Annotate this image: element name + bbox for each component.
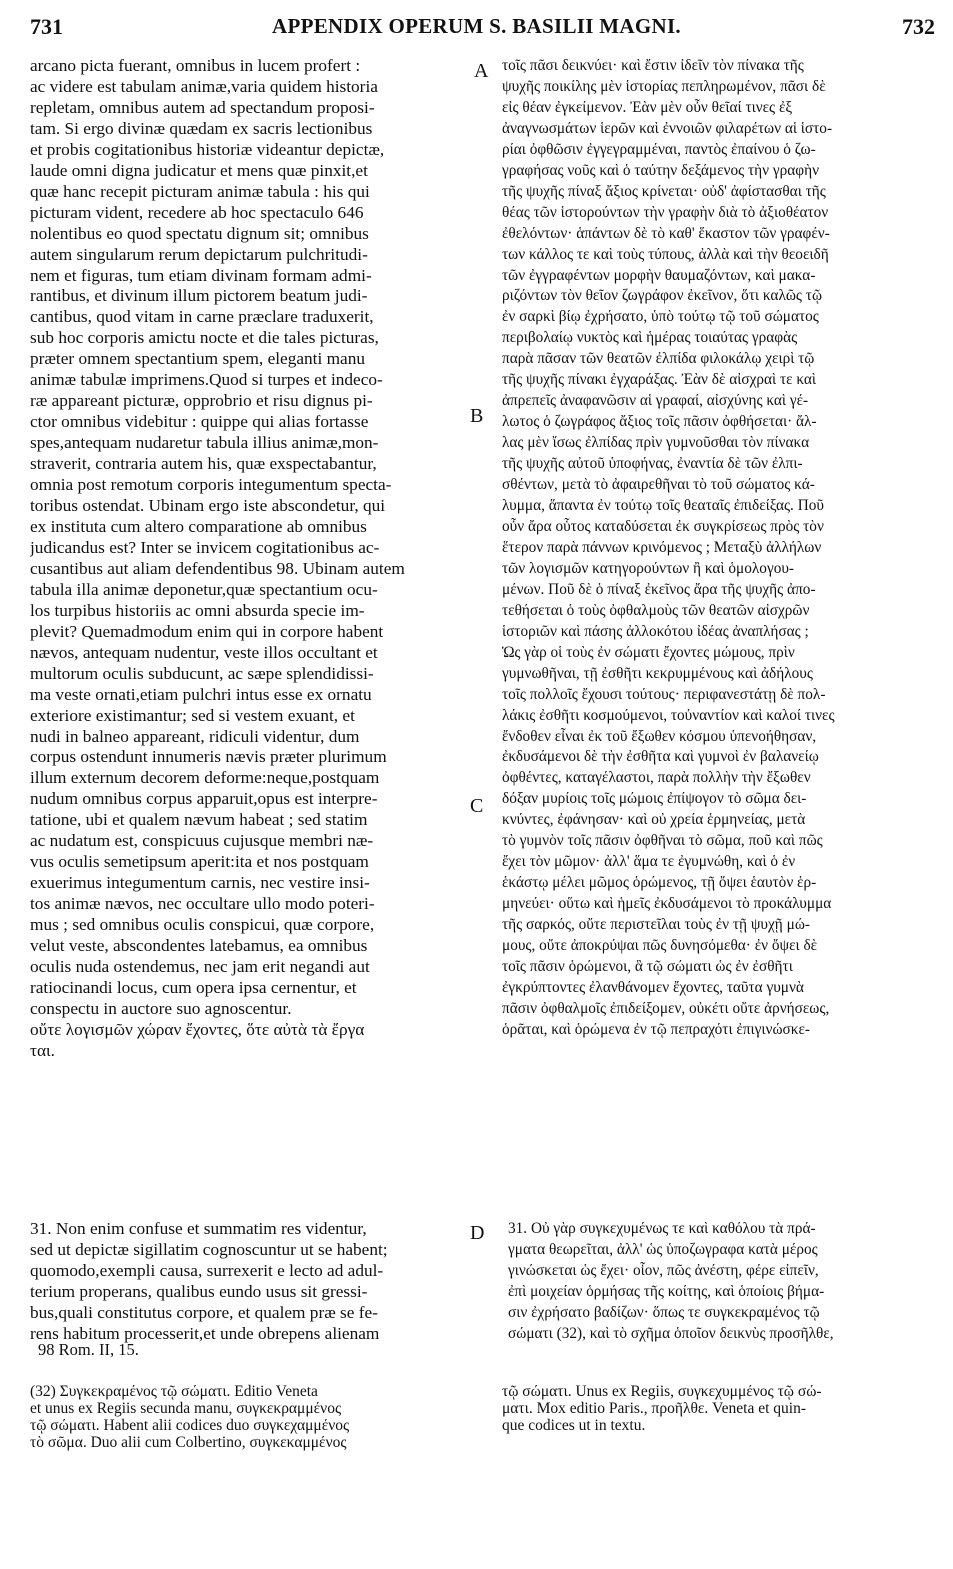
section-31-greek	[508, 1219, 834, 1345]
latin-text-line: animæ tabulæ imprimens.Quod si turpes et indeco-	[30, 370, 383, 390]
margin-marker-a: A	[474, 60, 489, 82]
latin-text-line: conspectu in auctore suo agnoscentur.	[30, 998, 292, 1018]
page-number-right: 732	[902, 14, 935, 39]
latin-text-line: nem et figuras, tum etiam divinam formam admi-	[30, 265, 372, 285]
page-number-left: 731	[30, 14, 63, 39]
greek-text-line: ἐθελόντων· ἁπάντων δὲ τὸ καθ' ἕκαστον τῶν γραφέν-	[502, 224, 830, 242]
section-31-greek-line: 31. Οὐ γὰρ συγκεχυμένως τε καὶ καθόλου τὰ πρά-	[508, 1220, 816, 1237]
greek-text-line: παρὰ πᾶσαν τῶν θεατῶν ἐλπίδα φιλοκάλῳ χειρὶ τῷ	[502, 350, 815, 368]
latin-text-line: nolentibus eo quod spectatu dignum sit; omnibus	[30, 223, 369, 243]
greek-text-line: ὀφθέντες, καταγέλαστοι, παρὰ πολλὴν τὴν ἔξωθεν	[502, 769, 811, 787]
latin-text-line: judicandus est? Inter se invicem cogitationibus ac-	[30, 537, 380, 557]
latin-text-line: omnia post remotum corporis integumentum specta-	[30, 475, 392, 495]
greek-text-line: σθέντων, μετὰ τὸ ἀφαιρεθῆναι τὸ τοῦ σώματος κά-	[502, 476, 815, 494]
greek-text-line: περιβολαίῳ νυκτὸς καὶ ἡμέρας τοιαύτας γραφὰς	[502, 329, 798, 347]
latin-text-line: plevit? Quemadmodum enim qui in corpore habent	[30, 621, 384, 641]
greek-text-line: ἔνδοθεν εἶναι ἐκ τοῦ ἔξωθεν κόσμου ὑπενοήθησαν,	[502, 727, 817, 745]
greek-text-line: κνύντες, ἐφάνησαν· καὶ οὐ χρεία ἑρμηνείας, μετὰ	[502, 811, 806, 829]
greek-text-line: ριζόντων τὸν θεῖον ζωγράφον ἐκεῖνον, ὅτι καλῶς τῷ	[502, 287, 823, 305]
footnote-right	[502, 1383, 822, 1434]
latin-text-line: quæ hanc recepit picturam animæ tabula : his qui	[30, 181, 370, 201]
latin-text-line: oculis nuda ostendemus, nec jam erit negandi aut	[30, 956, 370, 976]
greek-text-line: ἱστοριῶν καὶ πάσης ἀλλοκότου ἰδέας ἀναπλήσας ;	[502, 622, 809, 640]
greek-text-line: τοῖς πολλοῖς ἔχουσι τούτους· περιφανεστάτῃ δὲ πολ-	[502, 685, 826, 703]
greek-text-line: μένων. Ποῦ δὲ ὁ πίναξ ἐκεῖνος ἄρα τῆς ψυχῆς ἀπο-	[502, 580, 816, 598]
greek-text-line: τεθήσεται ὁ τοὺς ὀφθαλμοὺς τῶν θεατῶν αἰσχρῶν	[502, 601, 810, 619]
latin-text-line: sub hoc corporis amictu nocte et die tales picturas,	[30, 328, 379, 348]
greek-text-line: μηνεύει· οὕτω καὶ ἡμεῖς ἐκδυσάμενοι τὸ προκάλυμμα	[502, 895, 832, 913]
section-31-latin-line: 31. Non enim confuse et summatim res videntur,	[30, 1219, 367, 1238]
latin-text-line: tatione, ubi et qualem nævum habeat ; sed statim	[30, 810, 368, 830]
latin-text-line: ται.	[30, 1040, 55, 1060]
section-31-greek-line: γινώσκεται ὡς ἔχει· οἷον, πῶς ἀνέστη, φέρε εἰπεῖν,	[508, 1261, 819, 1279]
greek-text-line: λωτος ὁ ζωγράφος ἄξιος τοῖς πᾶσιν ὀφθήσεται· ἄλ-	[502, 413, 817, 431]
latin-text-line: cantibus, quod vitam in carne præclare traduxerit,	[30, 307, 374, 327]
footnote-right-line: ματι. Mox editio Paris., προῆλθε. Veneta et quin-	[502, 1400, 806, 1417]
latin-text-line: ac videre est tabulam animæ,varia quidem historia	[30, 76, 378, 96]
greek-text-line: λας μὲν ἴσως ἐλπίδας πρὶν γυμνοῦσθαι τὸν πίνακα	[502, 434, 810, 452]
latin-text-line: ræ appareant picturæ, opprobrio et risu dignus pi-	[30, 391, 373, 411]
section-31-greek-line: γματα θεωρεῖται, ἀλλ' ὡς ὑποζωγραφα κατὰ μέρος	[508, 1240, 818, 1258]
latin-text-line: et probis cogitationibus historiæ videantur depictæ,	[30, 139, 385, 159]
latin-text-line: autem singularum rerum depictarum pulchritudi-	[30, 244, 368, 264]
latin-text-line: nudi in balneo appareant, ridiculi videntur, dum	[30, 726, 360, 746]
greek-text-line: οὖν ἄρα οὗτος καταδύσεται ἐκ συγκρίσεως πρὸς τὸν	[502, 517, 824, 535]
footnote-reference: 98 Rom. II, 15.	[38, 1340, 139, 1359]
greek-text-line: τῶν ἐγγραφέντων μορφὴν θαυμαζόντων, καὶ μακα-	[502, 266, 816, 284]
greek-text-line: τῆς ψυχῆς πίναξ ἄξιος κρίνεται· οὐδ' ἀφίστασθαι τῆς	[502, 182, 826, 200]
greek-text-line: θέας τῶν ἱστορούντων τὴν γραφὴν διὰ τὸ ἀξιοθέατον	[502, 203, 829, 221]
greek-text-line: τῆς ψυχῆς αὐτοῦ ὑποφήνας, ἐναντία δὲ τῶν ἐλπι-	[502, 455, 803, 473]
greek-text-line: ρίαι ὀφθῶσιν ἐγγεγραμμέναι, παντὸς ἐπαίνου ὁ ζω-	[502, 140, 816, 158]
latin-text-line: rantibus, et divinum illum pictorem beatum judi-	[30, 286, 368, 306]
margin-marker-d: D	[470, 1222, 485, 1244]
greek-text-line: Ὡς γὰρ οἱ τοὺς ἐν σώματι ἔχοντες μώμους, πρὶν	[502, 643, 795, 661]
latin-text-line: toribus ostendat. Ubinam ergo iste abscondetur, qui	[30, 496, 386, 516]
margin-marker-b: B	[470, 405, 484, 427]
latin-text-line: mus ; sed omnibus oculis conspicui, quæ corpore,	[30, 915, 375, 935]
section-31-latin-line: terium properans, qualibus eundo usus sit gressi-	[30, 1281, 368, 1301]
footnote-right-line: que codices ut in textu.	[502, 1417, 646, 1434]
greek-text-line: τῆς ψυχῆς πίνακι ἐγχαράξας. Ἐὰν δὲ αἰσχραὶ τε καὶ	[502, 371, 817, 389]
greek-text-line: των κάλλος τε καὶ τοὺς τύπους, ἀλλὰ καὶ τὴν θεοειδῆ	[502, 245, 829, 263]
greek-text-line: ἔχει τὸν μῶμον· ἀλλ' ἅμα τε ἐγυμνώθη, καὶ ὁ ἐν	[502, 853, 796, 871]
section-31-latin-line: rens habitum processerit,et unde obrepens alienam	[30, 1323, 380, 1343]
latin-text-line: arcano picta fuerant, omnibus in lucem profert :	[30, 56, 361, 75]
latin-text-line: illum externum decorem deforme:neque,postquam	[30, 768, 380, 788]
latin-text-line: ratiocinandi locus, cum opera ipsa cernentur, et	[30, 977, 357, 997]
greek-text-line: τῆς σαρκός, οὔτε περιστεῖλαι τοὺς ἐν τῇ ψυχῇ μώ-	[502, 916, 810, 934]
latin-text-line: picturam vident, recedere ab hoc spectaculo 646	[30, 202, 364, 222]
latin-text-line: ac nudatum est, conspicuus cujusque membri næ-	[30, 831, 374, 851]
greek-text-line: ἀναγνωσμάτων ἱερῶν καὶ ἐννοιῶν φιλαρέτων αἱ ἱστο-	[502, 119, 833, 137]
greek-text-line: ἑκάστῳ μέλει μῶμος ὁρώμενος, τῇ ὄψει ἑαυτὸν ἑρ-	[502, 874, 817, 892]
footnote-left-line: τὸ σῶμα. Duo alii cum Colbertino, συγκεκαμμένος	[30, 1434, 347, 1451]
latin-text-line: ex instituta cum altero comparatione ab omnibus	[30, 516, 367, 536]
latin-text-line: straverit, contraria autem his, quæ exspectabantur,	[30, 454, 377, 474]
latin-text-line: ma veste ornati,etiam pulchri intus esse ex ornatu	[30, 684, 372, 704]
greek-text-line: τοῖς πᾶσιν ὁρώμενοι, ἃ τῷ σώματι ὡς ἐν ἐσθῆτι	[502, 957, 793, 975]
greek-text-line: ἀπρεπεῖς ἀναφανῶσιν αἱ γραφαί, αἰσχύνης καὶ γέ-	[502, 392, 809, 410]
section-31-greek-line: ἐπὶ μοιχείαν ὁρμήσας τῆς κοίτης, καὶ ὁποίοις βήμα-	[508, 1282, 825, 1300]
latin-text-line: multorum oculis subducunt, ac sæpe splendidissi-	[30, 663, 374, 683]
latin-text-line: οὔτε λογισμῶν χώραν ἔχοντες, ὅτε αὐτὰ τὰ ἔργα	[30, 1019, 365, 1039]
margin-marker-c: C	[470, 795, 484, 817]
latin-text-line: tabula illa animæ deponetur,quæ spectantium ocu-	[30, 579, 378, 599]
greek-text-line: μους, οὔτε ἀποκρύψαι πῶς δυνησόμεθα· ἐν ὄψει δὲ	[502, 937, 818, 955]
section-31-latin-line: sed ut depictæ sigillatim cognoscuntur ut se habent;	[30, 1239, 388, 1259]
greek-text-line: τῶν λογισμῶν κατηγορούντων ἢ καὶ ὁμολογου-	[502, 559, 795, 577]
latin-text-line: nævos, antequam nudentur, veste illos occultant et	[30, 642, 378, 662]
greek-text-line: ὁρᾶται, καὶ ὁρώμενα ἐν τῷ πεπραχότι ἐπιγινώσκε-	[502, 1020, 810, 1038]
latin-text-line: repletam, omnibus autem ad spectandum proposi-	[30, 97, 375, 117]
latin-text-line: nudum omnibus corpus apparuit,opus est interpre-	[30, 789, 378, 809]
running-title: APPENDIX OPERUM S. BASILII MAGNI.	[272, 14, 681, 38]
latin-column	[30, 56, 470, 1062]
latin-text-line: vus oculis semetipsum aperit:ita et nos postquam	[30, 852, 369, 872]
greek-text-line: ἐν σαρκὶ βίῳ ἐχρήσατο, ὑπὸ τούτῳ τῷ τοῦ σώματος	[502, 308, 819, 326]
latin-text-line: ctor omnibus videbitur : quippe qui alias fortasse	[30, 412, 369, 432]
latin-text-line: cusantibus aut aliam defendentibus 98. Ubinam autem	[30, 558, 405, 578]
section-31-greek-line: σώματι (32), καὶ τὸ σχῆμα ὁποῖον δεικνὺς προσῆλθε,	[508, 1324, 834, 1342]
latin-text-line: los turpibus historiis ac omni absurda specie im-	[30, 600, 365, 620]
greek-text-line: ἕτερον παρὰ πάννων κρινόμενος ; Μεταξὺ ἀλλήλων	[502, 538, 822, 556]
greek-text-line: λυμμα, ἅπαντα ἐν τούτῳ τοῖς θεαταῖς ἐπιδείξας. Ποῦ	[502, 497, 824, 515]
section-31-greek-line: σιν ἐχρήσατο βαδίζων· ὅπως τε συγκεκραμένος τῷ	[508, 1303, 820, 1321]
latin-text-line: spes,antequam nudaretur tabula illius animæ,mon-	[30, 433, 379, 453]
greek-text-line: τὸ γυμνὸν τοῖς πᾶσιν ὀφθῆναι τὸ σῶμα, ποῦ καὶ πῶς	[502, 832, 823, 850]
footnote-left-line: (32) Συγκεκραμένος τῷ σώματι. Editio Veneta	[30, 1383, 318, 1400]
greek-text-line: δόξαν μυρίοις τοῖς μώμοις ἐπίψογον τὸ σῶμα δει-	[502, 790, 807, 808]
latin-text-line: exuerimus integumentum carnis, nec vestire insi-	[30, 873, 370, 893]
greek-text-line: γυμνωθῆναι, τῇ ἐσθῆτι κεκρυμμένους καὶ ἀδήλους	[502, 664, 813, 682]
latin-text-line: laude omni digna judicatur et mens quæ pinxit,et	[30, 160, 368, 180]
latin-text-line: præter omnem spectantium spem, eleganti manu	[30, 349, 365, 369]
greek-text-line: ἐκδυσάμενοι δὲ τὴν ἐσθῆτα καὶ γυμνοὶ ἐν βαλανείῳ	[502, 748, 819, 766]
latin-text-line: tam. Si ergo divinæ quædam ex sacris lectionibus	[30, 118, 373, 138]
greek-text-line: εἰς θέαν ἐγκείμενον. Ἐὰν μὲν οὖν θεῖαί τινες ἐξ	[502, 98, 793, 116]
greek-text-line: γραφήσας νοῦς καὶ ὁ ταύτην δεξάμενος τὴν γραφὴν	[502, 161, 820, 179]
section-31-latin-line: bus,quali constitutus corpore, et qualem præ se fe-	[30, 1302, 378, 1322]
latin-text-line: tos animæ nævos, nec occultare ullo modo poteri-	[30, 894, 375, 914]
footnote-right-line: τῷ σώματι. Unus ex Regiis, συγκεχυμμένος τῷ σώ-	[502, 1383, 822, 1400]
greek-column	[502, 56, 942, 1041]
latin-text-line: corpus ostendunt innumeris nævis præter plurimum	[30, 747, 387, 767]
greek-text-line: πᾶσιν ὀφθαλμοῖς ἐπιδείξομεν, οὐκέτι οὔτε ἀρνήσεως,	[502, 999, 830, 1017]
footnote-left	[30, 1383, 349, 1451]
section-31-latin	[30, 1219, 388, 1345]
footnote-left-line: τῷ σώματι. Habent alii codices duo συγκεχαμμένος	[30, 1417, 350, 1434]
section-31-latin-line: quomodo,exempli causa, surrexerit e lecto ad adul-	[30, 1260, 384, 1280]
greek-text-line: ψυχῆς ποικίλης μὲν ἱστορίας πεπληρωμένον, πᾶσι δὲ	[502, 77, 826, 95]
latin-text-line: exteriore existimantur; sed si vestem exuant, et	[30, 705, 355, 725]
greek-text-line: λάκις ἐσθῆτι κοσμούμενοι, τοὐναντίον καὶ καλοί τινες	[502, 706, 835, 724]
greek-text-line: ἐγκρύπτοντες ἐλανθάνομεν ἔχοντες, ταῦτα γυμνὰ	[502, 978, 804, 996]
footnote-left-line: et unus ex Regiis secunda manu, συγκεκραμμένος	[30, 1400, 342, 1417]
greek-text-line: τοῖς πᾶσι δεικνύει· καὶ ἔστιν ἰδεῖν τὸν πίνακα τῆς	[502, 57, 804, 74]
latin-text-line: velut veste, abscondentes latebamus, ea omnibus	[30, 936, 368, 956]
